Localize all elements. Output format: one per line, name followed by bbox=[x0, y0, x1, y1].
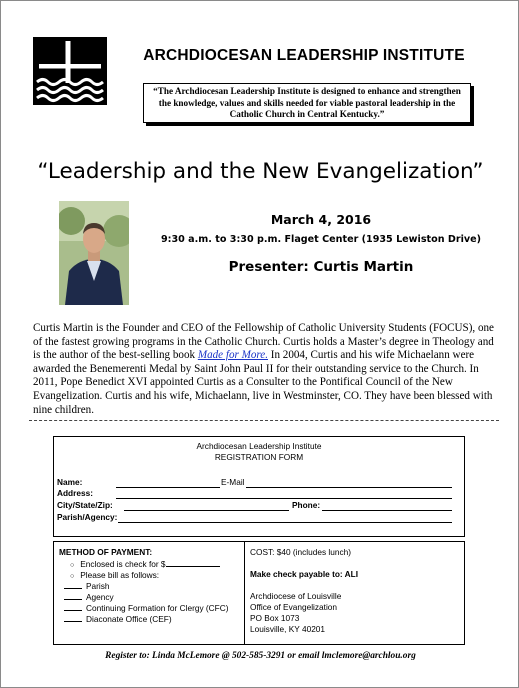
cfc-option[interactable] bbox=[64, 603, 228, 613]
radio-circle-icon[interactable]: ○ bbox=[70, 562, 75, 569]
payable-text: Make check payable to: ALI bbox=[250, 569, 359, 579]
enclosed-label: Enclosed is check for $ bbox=[80, 559, 166, 569]
cfc-option-label: Continuing Formation for Clergy (CFC) bbox=[86, 603, 229, 613]
cost-text: COST: $40 (includes lunch) bbox=[250, 547, 351, 557]
register-contact-footer: Register to: Linda McLemore @ 502-585-3291 or email lmclemore@archlou.org bbox=[105, 651, 416, 661]
mail-address-line-1: Archdiocese of Louisville bbox=[250, 591, 342, 601]
parish-option[interactable] bbox=[64, 581, 110, 591]
parish-option-label: Parish bbox=[86, 581, 110, 591]
mail-address-line-4: Louisville, KY 40201 bbox=[250, 624, 326, 634]
book-link[interactable]: Made for More. bbox=[197, 349, 268, 362]
cef-blank[interactable] bbox=[64, 621, 82, 622]
form-org-heading: Archdiocesan Leadership Institute bbox=[196, 441, 322, 451]
email-label: E-Mail bbox=[221, 477, 245, 487]
mail-address-line-2: Office of Evangelization bbox=[250, 602, 338, 612]
payment-section bbox=[53, 541, 465, 645]
name-label: Name: bbox=[57, 477, 83, 487]
check-amount-field[interactable] bbox=[166, 566, 220, 567]
cef-option-label: Diaconate Office (CEF) bbox=[86, 614, 172, 624]
mission-statement: “The Archdiocesan Leadership Institute is designed to enhance and strengthen the knowledge, values and skills needed for viable pastoral leadership in the Catholic Church in Central Kentucky.” bbox=[143, 83, 471, 123]
agency-blank[interactable] bbox=[64, 599, 82, 600]
org-title: ARCHDIOCESAN LEADERSHIP INSTITUTE bbox=[143, 47, 465, 64]
presenter-photo bbox=[59, 201, 129, 305]
phone-label: Phone: bbox=[292, 500, 321, 510]
city-field[interactable] bbox=[124, 510, 289, 511]
name-field[interactable] bbox=[116, 487, 220, 488]
event-title: “Leadership and the New Evangelization” bbox=[37, 159, 484, 184]
address-field[interactable] bbox=[116, 498, 452, 499]
mail-address-line-3: PO Box 1073 bbox=[250, 613, 300, 623]
payment-divider bbox=[244, 542, 245, 644]
form-title: REGISTRATION FORM bbox=[214, 452, 304, 462]
bio-text-2: In 2004, Curtis and his wife Michaelann were awarded the Benemerenti Medal by Saint John Paul II for their outstanding service to the Church. In 2011, Pope Benedict XVI appointed Curtis as a Consulter to the Pontifical Council of the New Evangelization. Curtis and his wife, Michaelann, live in Westminster, CO. They have been blessed with nine children. bbox=[33, 349, 493, 416]
enclosed-option[interactable] bbox=[70, 559, 220, 569]
parish-label: Parish/Agency: bbox=[57, 512, 118, 522]
bill-option[interactable] bbox=[70, 570, 159, 580]
event-time-location: 9:30 a.m. to 3:30 p.m. Flaget Center (1935 Lewiston Drive) bbox=[160, 234, 482, 245]
email-field[interactable] bbox=[246, 487, 452, 488]
cross-logo-icon bbox=[33, 37, 107, 105]
cut-line bbox=[29, 420, 499, 421]
radio-circle-icon[interactable]: ○ bbox=[70, 573, 75, 580]
presenter-name: Presenter: Curtis Martin bbox=[228, 259, 414, 275]
city-label: City/State/Zip: bbox=[57, 500, 113, 510]
phone-field[interactable] bbox=[322, 510, 452, 511]
bill-label: Please bill as follows: bbox=[80, 570, 160, 580]
agency-option-label: Agency bbox=[86, 592, 114, 602]
agency-option[interactable] bbox=[64, 592, 114, 602]
payment-heading: METHOD OF PAYMENT: bbox=[59, 547, 153, 557]
presenter-bio bbox=[33, 322, 495, 417]
registration-form bbox=[53, 436, 465, 537]
event-date: March 4, 2016 bbox=[270, 212, 372, 227]
cef-option[interactable] bbox=[64, 614, 172, 624]
address-label: Address: bbox=[57, 488, 93, 498]
bio-text-1: Curtis Martin is the Founder and CEO of the Fellowship of Catholic University Students (FOCUS), one of the fastest growing programs in the Catholic Church. Curtis holds a Master’s degree in Theology and is the author of the best-selling book bbox=[33, 322, 494, 362]
parish-field[interactable] bbox=[118, 522, 452, 523]
cfc-blank[interactable] bbox=[64, 610, 82, 611]
parish-blank[interactable] bbox=[64, 588, 82, 589]
